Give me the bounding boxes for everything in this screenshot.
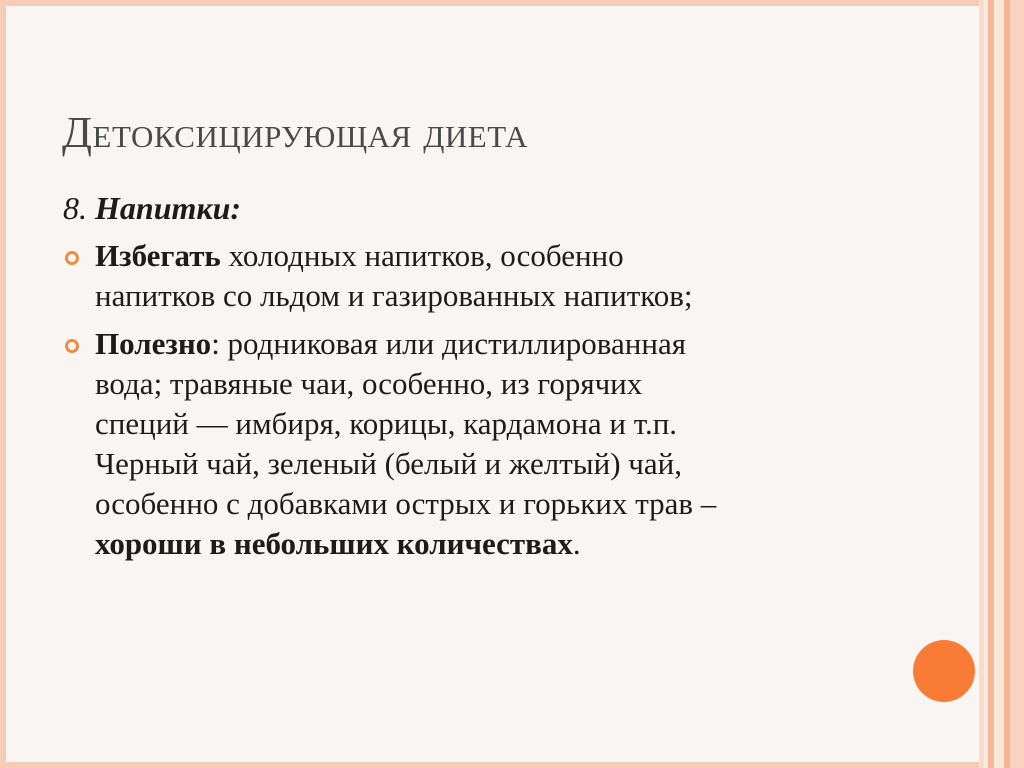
bullet-bold-text: хороши в небольших количествах — [95, 526, 573, 561]
slide-subheading — [63, 188, 241, 228]
bullet-line: Черный чай, зеленый (белый и желтый) чай, — [95, 446, 682, 481]
decorative-stripe — [1010, 0, 1024, 768]
bullet-line — [95, 236, 892, 276]
bullet-circle-icon — [65, 251, 79, 265]
bullet-bold-lead: Избегать — [95, 238, 221, 273]
decorative-stripe — [994, 0, 1004, 768]
bullet-text: : родниковая или дистиллированная — [211, 326, 686, 361]
bullet-bold-lead: Полезно — [95, 326, 212, 361]
bullet-list — [62, 236, 892, 572]
subheading-number: 8. — [63, 190, 87, 226]
bullet-line: вода; травяные чаи, особенно, из горячих — [95, 366, 643, 401]
bullet-line: особенно с добавками острых и горьких трав – — [95, 486, 717, 521]
bullet-line — [95, 324, 892, 364]
bullet-item — [62, 236, 892, 316]
bullet-circle-icon — [65, 339, 79, 353]
slide-title: Детоксицирующая диета — [62, 108, 528, 157]
subheading-text: Напитки: — [95, 190, 242, 226]
bullet-item — [62, 324, 892, 564]
decorative-circle — [913, 640, 975, 702]
bullet-text: . — [572, 526, 581, 561]
bullet-line: специй — имбиря, корицы, кардамона и т.п. — [95, 406, 678, 441]
bullet-line: напитков со льдом и газированных напитков; — [95, 278, 693, 313]
bullet-line — [95, 524, 892, 564]
bullet-text: холодных напитков, особенно — [220, 238, 624, 273]
